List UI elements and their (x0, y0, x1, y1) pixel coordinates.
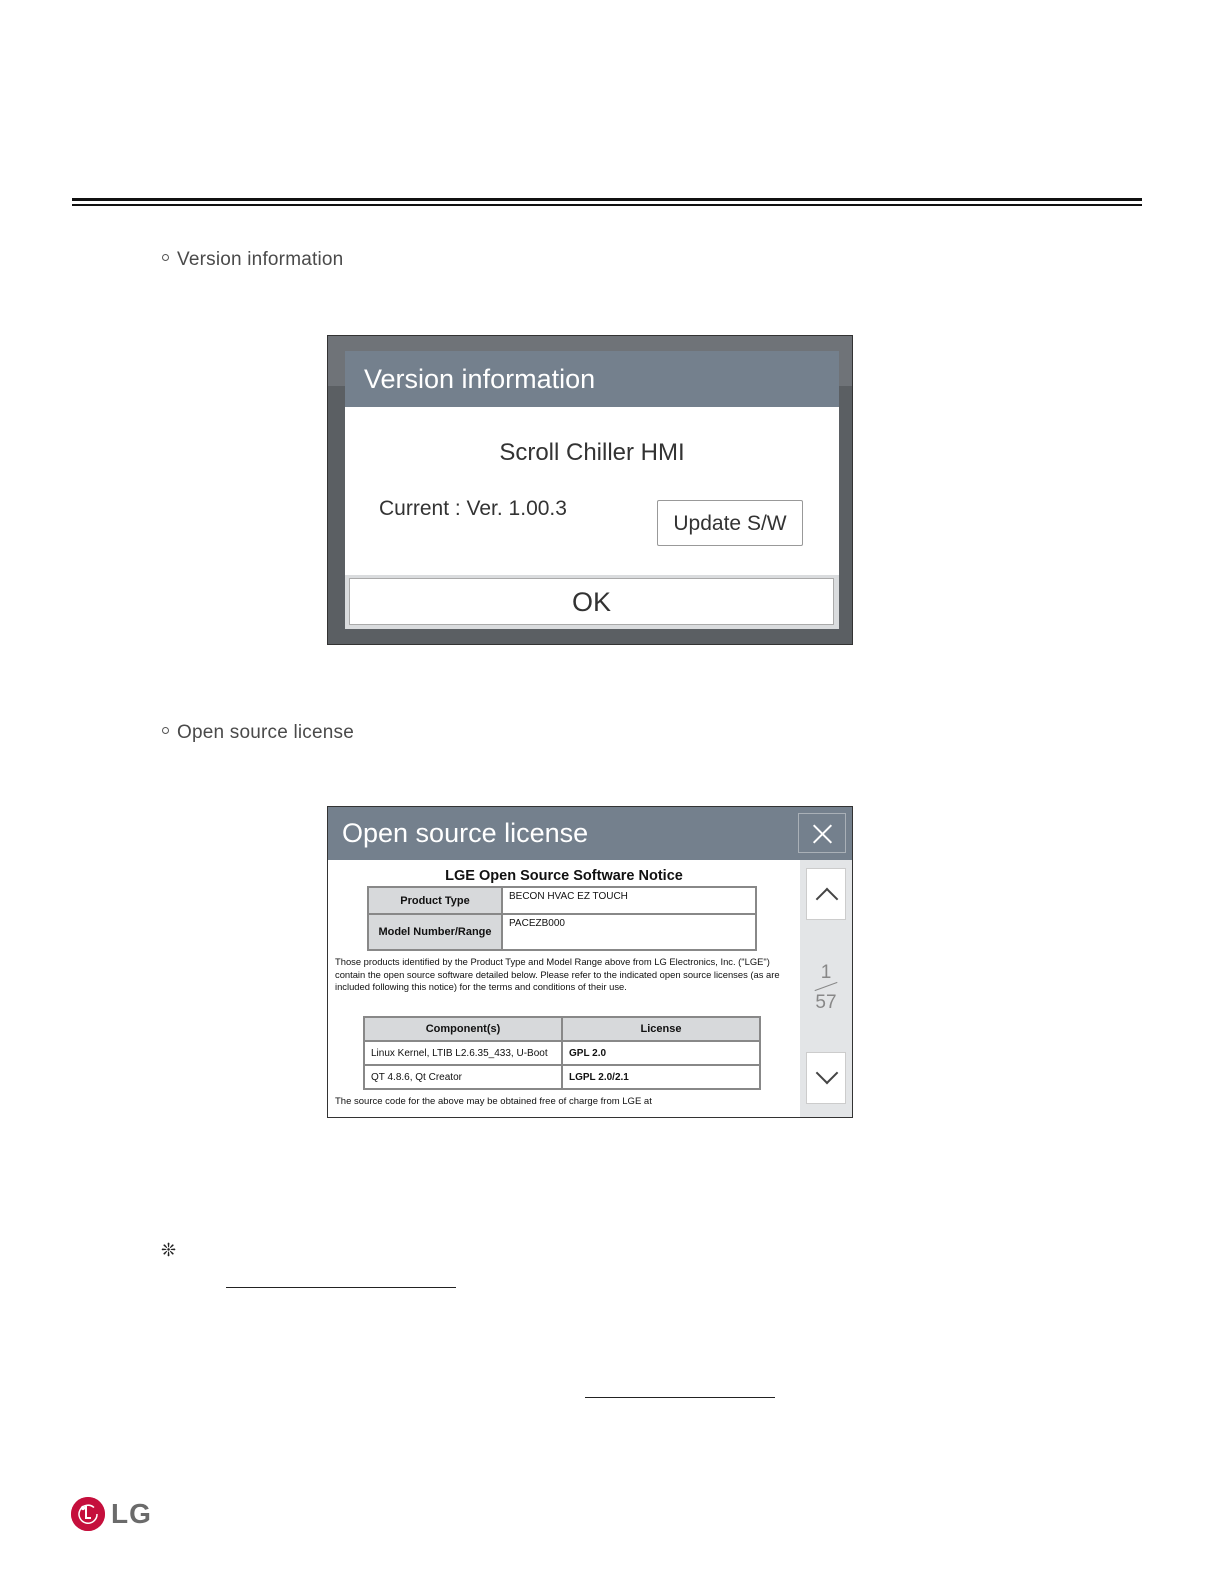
section-open-source-license (162, 722, 354, 744)
license-cell: GPL 2.0 (562, 1041, 760, 1065)
ok-button[interactable]: OK (349, 578, 834, 625)
page-current: 1 (820, 962, 832, 983)
scroll-up-button[interactable] (806, 868, 846, 920)
bullet-icon (162, 254, 169, 261)
product-name: Scroll Chiller HMI (499, 439, 685, 466)
table-row (368, 914, 756, 950)
component-cell: QT 4.8.6, Qt Creator (364, 1065, 562, 1089)
notice-paragraph: Those products identified by the Product Type and Model Range above from LG Electronics, Inc. ("LGE") contain the open source software detailed below. Please refer to the indicated open source licenses (as are included following this notice) for the terms and conditions of their use. (335, 956, 780, 992)
header-rule-thin (72, 204, 1142, 206)
version-dialog-title: Version information (345, 351, 839, 407)
section-version-label: Version information (177, 249, 344, 270)
notice-title: LGE Open Source Software Notice (445, 868, 683, 884)
model-key: Model Number/Range (368, 914, 502, 950)
model-value: PACEZB000 (502, 914, 756, 950)
license-header: License (562, 1017, 760, 1041)
source-code-note: The source code for the above may be obtained free of charge from LGE at (335, 1096, 652, 1107)
version-screenshot (327, 335, 853, 645)
component-cell: Linux Kernel, LTIB L2.6.35_433, U-Boot (364, 1041, 562, 1065)
lg-logo-text: LG (111, 1498, 152, 1529)
close-icon[interactable] (798, 813, 846, 853)
underline-2 (585, 1397, 775, 1398)
component-header: Component(s) (364, 1017, 562, 1041)
page-total: 57 (815, 992, 837, 1013)
license-cell: LGPL 2.0/2.1 (562, 1065, 760, 1089)
underline-1 (226, 1287, 456, 1288)
chevron-down-icon (816, 1062, 839, 1085)
version-dialog (345, 351, 839, 629)
update-sw-button[interactable]: Update S/W (657, 500, 803, 546)
product-type-value: BECON HVAC EZ TOUCH (502, 887, 756, 914)
components-table (363, 1016, 761, 1090)
version-dialog-body (345, 407, 839, 575)
lg-logo (71, 1497, 161, 1533)
license-screenshot (327, 806, 853, 1118)
note-asterisk-icon: ❊ (161, 1240, 177, 1260)
table-row (364, 1065, 760, 1089)
table-header-row (364, 1017, 760, 1041)
current-version: Current : Ver. 1.00.3 (379, 497, 567, 520)
scroll-down-button[interactable] (806, 1052, 846, 1104)
license-title-text: Open source license (342, 818, 589, 848)
product-table (367, 886, 757, 951)
product-type-key: Product Type (368, 887, 502, 914)
section-license-label: Open source license (177, 722, 355, 743)
license-dialog-title (328, 807, 852, 860)
section-version-information (162, 249, 343, 271)
page-scroller (800, 860, 852, 1117)
lg-logo-icon (71, 1497, 105, 1531)
chevron-up-icon (816, 888, 839, 911)
license-content (328, 860, 800, 1117)
bullet-icon (162, 727, 169, 734)
table-row (364, 1041, 760, 1065)
table-row (368, 887, 756, 914)
header-rule-thick (72, 198, 1142, 201)
